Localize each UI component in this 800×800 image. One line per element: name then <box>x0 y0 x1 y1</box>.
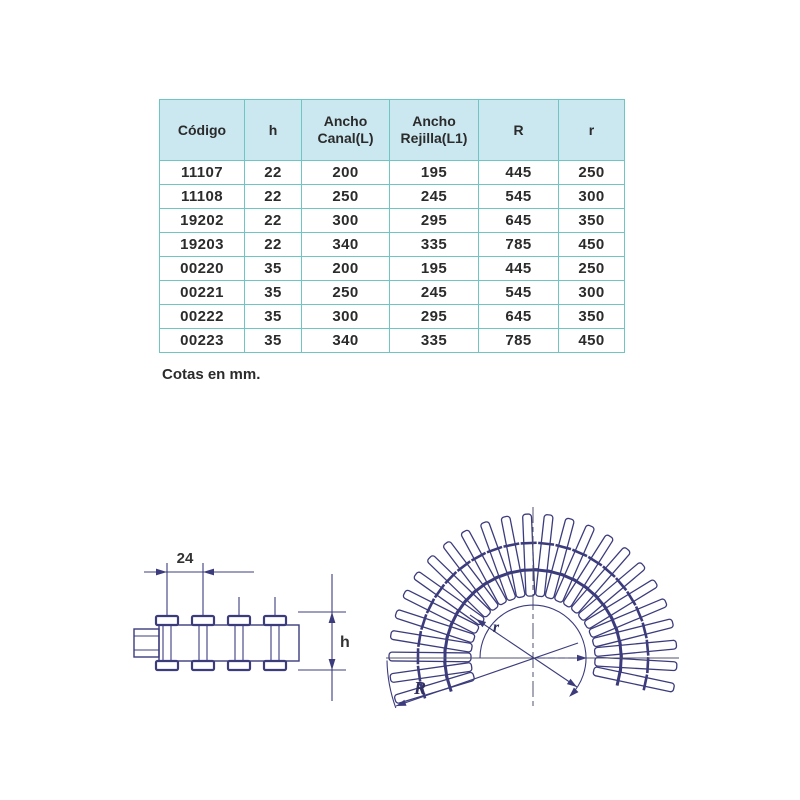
table-cell: 350 <box>559 305 625 329</box>
profile-height-label: h <box>340 634 350 651</box>
table-cell: 00223 <box>160 329 245 353</box>
table-body <box>160 161 625 353</box>
header-h: h <box>245 100 302 161</box>
table-row <box>160 209 625 233</box>
table-cell: 11108 <box>160 185 245 209</box>
table-cell: 200 <box>302 161 390 185</box>
fan-radius-diagram <box>383 503 683 718</box>
table-cell: 300 <box>302 209 390 233</box>
inner-radius-dimension <box>470 615 577 687</box>
table-header-row <box>160 100 625 161</box>
table-row <box>160 329 625 353</box>
table-row <box>160 257 625 281</box>
table-cell: 22 <box>245 161 302 185</box>
profile-diagram <box>125 520 360 715</box>
table-cell: 545 <box>479 185 559 209</box>
profile-width-dimension <box>144 550 254 616</box>
outer-radius-arc <box>387 661 396 708</box>
table-cell: 295 <box>390 209 479 233</box>
table-cell: 250 <box>302 281 390 305</box>
profile-width-label: 24 <box>176 550 194 567</box>
header-ancho-rejilla: Ancho Rejilla(L1) <box>390 100 479 161</box>
table-cell: 22 <box>245 233 302 257</box>
table-cell: 335 <box>390 329 479 353</box>
table-cell: 245 <box>390 281 479 305</box>
table-cell: 35 <box>245 329 302 353</box>
table-cell: 645 <box>479 209 559 233</box>
table-cell: 785 <box>479 329 559 353</box>
units-caption: Cotas en mm. <box>162 366 261 383</box>
table-cell: 340 <box>302 329 390 353</box>
table-cell: 35 <box>245 257 302 281</box>
table-cell: 250 <box>559 257 625 281</box>
profile-height-dimension <box>298 574 350 701</box>
table-cell: 19203 <box>160 233 245 257</box>
header-ancho-canal: Ancho Canal(L) <box>302 100 390 161</box>
table-cell: 335 <box>390 233 479 257</box>
table-cell: 445 <box>479 257 559 281</box>
table-row <box>160 305 625 329</box>
table-cell: 00222 <box>160 305 245 329</box>
table-cell: 00220 <box>160 257 245 281</box>
profile-body <box>159 625 299 661</box>
table-cell: 245 <box>390 185 479 209</box>
spec-table <box>159 99 625 353</box>
table-cell: 11107 <box>160 161 245 185</box>
profile-bolts <box>163 625 279 661</box>
table-cell: 300 <box>559 281 625 305</box>
table-cell: 785 <box>479 233 559 257</box>
table-cell: 22 <box>245 185 302 209</box>
table-cell: 19202 <box>160 209 245 233</box>
table-row <box>160 281 625 305</box>
table-cell: 35 <box>245 305 302 329</box>
table-cell: 300 <box>559 185 625 209</box>
profile-caps <box>156 616 286 670</box>
header-R: R <box>479 100 559 161</box>
table-cell: 450 <box>559 233 625 257</box>
table-row <box>160 161 625 185</box>
table-cell: 350 <box>559 209 625 233</box>
table-cell: 200 <box>302 257 390 281</box>
inner-radius-label: r <box>492 619 500 636</box>
profile-endcap <box>134 629 159 657</box>
table-header <box>160 100 625 161</box>
table-cell: 545 <box>479 281 559 305</box>
table-cell: 300 <box>302 305 390 329</box>
table-cell: 195 <box>390 257 479 281</box>
header-r: r <box>559 100 625 161</box>
table-cell: 450 <box>559 329 625 353</box>
table-cell: 22 <box>245 209 302 233</box>
header-codigo: Código <box>160 100 245 161</box>
table-cell: 250 <box>302 185 390 209</box>
table-cell: 645 <box>479 305 559 329</box>
table-cell: 250 <box>559 161 625 185</box>
outer-radius-label: R <box>413 678 427 698</box>
table-cell: 00221 <box>160 281 245 305</box>
table-cell: 445 <box>479 161 559 185</box>
table-row <box>160 233 625 257</box>
table-cell: 295 <box>390 305 479 329</box>
table-cell: 340 <box>302 233 390 257</box>
table-cell: 35 <box>245 281 302 305</box>
table-cell: 195 <box>390 161 479 185</box>
table-row <box>160 185 625 209</box>
